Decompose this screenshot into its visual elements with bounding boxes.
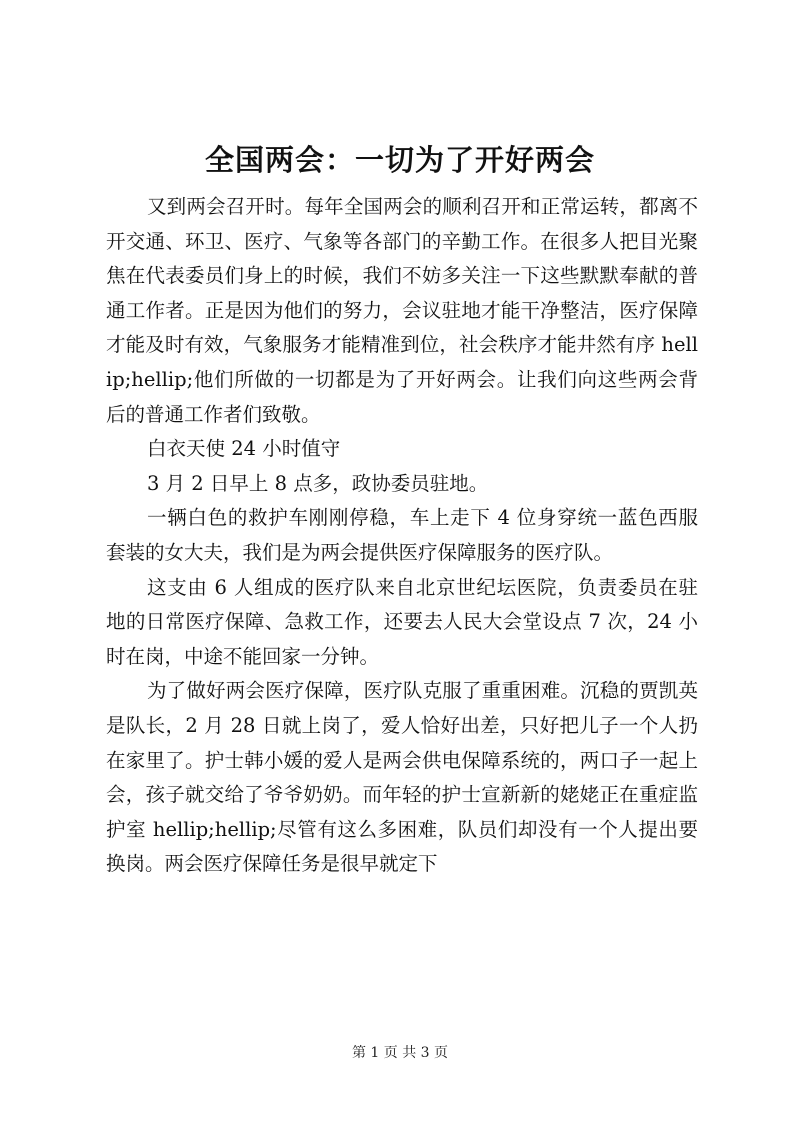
paragraph: 一辆白色的救护车刚刚停稳，车上走下 4 位身穿统一蓝色西服套装的女大夫，我们是为两会提供医疗保障服务的医疗队。: [106, 506, 698, 564]
document-body: [106, 190, 698, 882]
document-title: 全国两会：一切为了开好两会: [204, 143, 595, 177]
page-number-footer: 第 1 页 共 3 页: [351, 1045, 449, 1061]
paragraph: 又到两会召开时。每年全国两会的顺利召开和正常运转，都离不开交通、环卫、医疗、气象等各部门的辛勤工作。在很多人把目光聚焦在代表委员们身上的时候，我们不妨多关注一下这些默默奉献的普通工作者。正是因为他们的努力，会议驻地才能干净整洁，医疗保障才能及时有效，气象服务才能精准到位，社会秩序才能井然有序 hellip;hellip;他们所做的一切都是为了开好两会。让我们向这些两会背后的普通工作者们致敬。: [106, 195, 698, 426]
paragraph: 为了做好两会医疗保障，医疗队克服了重重困难。沉稳的贾凯英是队长，2 月 28 日就上岗了，爱人恰好出差，只好把儿子一个人扔在家里了。护士韩小媛的爱人是两会供电保障系统的，两口子一起上会，孩子就交给了爷爷奶奶。而年轻的护士宣新新的姥姥正在重症监护室 hellip;hellip;尽管有这么多困难，队员们却没有一个人提出要换岗。两会医疗保障任务是很早就定下: [106, 679, 698, 876]
paragraph: 3 月 2 日早上 8 点多，政协委员驻地。: [147, 471, 489, 495]
paragraph: 这支由 6 人组成的医疗队来自北京世纪坛医院，负责委员在驻地的日常医疗保障、急救工作，还要去人民大会堂设点 7 次，24 小时在岗，中途不能回家一分钟。: [106, 575, 698, 668]
section-heading: 白衣天使 24 小时值守: [147, 437, 341, 461]
